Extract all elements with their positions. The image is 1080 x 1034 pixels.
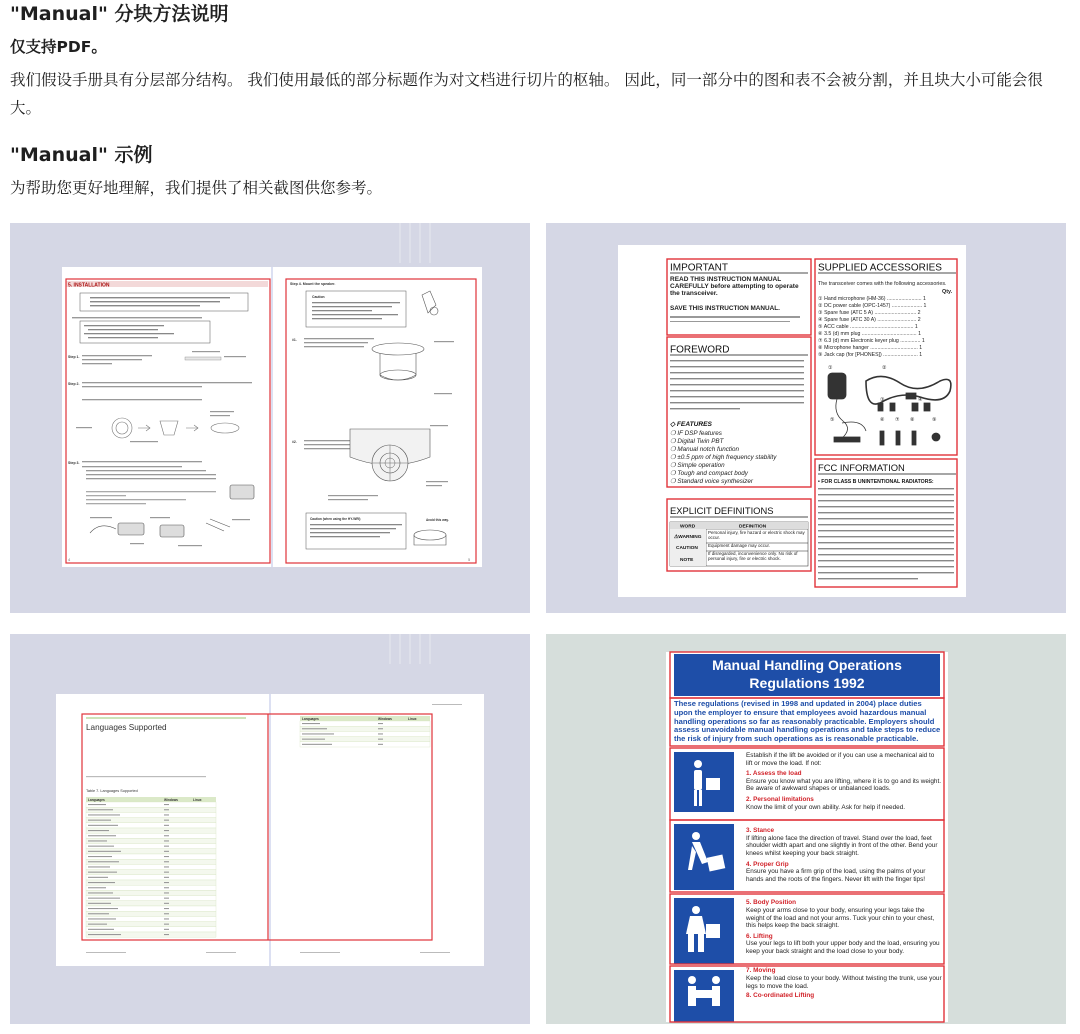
svg-text:③: ③ <box>880 397 885 403</box>
poster-lead: Establish if the lift be avoided or if you can use a mechanical aid to lift or move the load. If not: <box>746 752 935 767</box>
screenshot-icom[interactable] <box>546 223 1066 613</box>
def-text-warning: Personal injury, fire hazard or electric shock may occur. <box>708 530 805 541</box>
sub1-label: #1. <box>292 338 297 342</box>
step-text-moving: Keep the load close to your body. Without twisting the trunk, use your legs to move the load. <box>746 975 942 990</box>
lifting-pictograms <box>674 752 734 1022</box>
screenshot-languages[interactable] <box>10 634 530 1024</box>
important-save: SAVE THIS INSTRUCTION MANUAL. <box>670 304 780 312</box>
screenshot-poster[interactable] <box>546 634 1066 1024</box>
accessory-item: ① Hand microphone (HM-36) ........................ 1 <box>818 296 926 302</box>
svg-text:Languages: Languages <box>88 798 105 802</box>
right-col-lang: Languages <box>302 717 319 721</box>
step-title-moving: 7. Moving <box>746 967 776 975</box>
page-number-right: 5 <box>468 557 471 562</box>
accessory-item: ③ Spare fuse (ATC 5 A) ............................. 2 <box>818 310 921 316</box>
step-title-limits: 2. Personal limitations <box>746 795 814 803</box>
step-text-limits: Know the limit of your own ability. Ask for help if needed. <box>746 803 906 811</box>
features-heading: ◇ FEATURES <box>670 421 712 428</box>
feature-item: ❍ IF DSP features <box>670 430 722 437</box>
step-title-assess: 1. Assess the load <box>746 770 802 778</box>
feature-item: ❍ ±0.5 ppm of high frequency stability <box>670 454 777 461</box>
step3-label: Step 3. <box>68 461 80 465</box>
svg-text:Windows: Windows <box>164 798 178 802</box>
fcc-heading: FCC INFORMATION <box>818 462 905 473</box>
step4-label: Step 4. Mount the speaker. <box>290 282 336 286</box>
svg-text:⑥: ⑥ <box>880 417 885 423</box>
caution2-label: Caution (when using the HY-WRI) <box>310 517 361 521</box>
install-heading: 5. INSTALLATION <box>68 282 110 289</box>
def-col-definition: DEFINITION <box>739 524 767 530</box>
section-title-examples: "Manual" 示例 <box>10 144 153 166</box>
accessory-item: ④ Spare fuse (ATC 30 A) ........................... 2 <box>818 317 921 323</box>
def-word-warning: ⚠WARNING <box>674 535 702 540</box>
caution-label: Caution <box>312 295 325 299</box>
poster-title-line1: Manual Handling Operations <box>712 657 902 673</box>
accessory-item: ⑨ Jack cap (for [PHONES]) ........................ 1 <box>818 352 923 358</box>
def-text-caution: Equipment damage may occur. <box>708 543 771 548</box>
feature-item: ❍ Tough and compact body <box>670 470 748 477</box>
fcc-subheading: • FOR CLASS B UNINTENTIONAL RADIATORS: <box>818 479 934 485</box>
screenshot-installation[interactable] <box>10 223 530 613</box>
step-text-stance: If lifting alone face the direction of travel. Stand over the load, feet shoulder width apart and one slightly in front of the other. Bend your knees whilst keeping your back straight. <box>746 834 938 857</box>
svg-text:①: ① <box>828 365 833 371</box>
page-number-left: 4 <box>68 557 71 562</box>
step-title-stance: 3. Stance <box>746 827 775 835</box>
explicit-heading: EXPLICIT DEFINITIONS <box>670 505 774 516</box>
step-title-lifting: 6. Lifting <box>746 932 773 940</box>
svg-text:⑤: ⑤ <box>830 417 835 423</box>
svg-text:②: ② <box>882 365 887 371</box>
sub2-label: #2. <box>292 440 297 444</box>
accessory-item: ⑦ 6.3 (d) mm Electronic keyer plug .............. 1 <box>818 338 925 344</box>
svg-text:④: ④ <box>918 397 923 403</box>
step-text-body: Keep your arms close to your body, ensuring your legs take the weight of the load and not your arms. Tuck your chin to your chest, this helps keep the back straight. <box>746 906 935 930</box>
qty-label: Qty. <box>942 289 953 295</box>
important-heading: IMPORTANT <box>670 262 728 274</box>
step2-label: Step 2. <box>68 382 80 386</box>
section-title-method: "Manual" 分块方法说明 <box>10 3 229 25</box>
svg-text:⑨: ⑨ <box>932 417 937 423</box>
def-word-note: NOTE <box>680 558 694 563</box>
accessory-item: ⑧ Microphone hanger ................................. 1 <box>818 345 923 351</box>
languages-table-title: Table 7. Languages Supported <box>86 789 138 793</box>
step-text-assess: Ensure you know what you are lifting, where it is to go and its weight. Be aware of awkward shapes or unbalanced loads. <box>746 777 942 793</box>
right-col-win: Windows <box>378 717 392 721</box>
step-text-grip: Ensure you have a firm grip of the load, using the palms of your hands and the roots of the fingers. Never lift with the finger tips! <box>746 868 926 883</box>
accessory-item: ② DC power cable (OPC-1457) ..................... 1 <box>818 303 927 309</box>
feature-item: ❍ Simple operation <box>670 462 725 469</box>
step-title-grip: 4. Proper Grip <box>746 860 789 868</box>
feature-item: ❍ Manual notch function <box>670 446 740 453</box>
supplied-lead: The transceiver comes with the following accessories. <box>818 281 947 287</box>
languages-heading: Languages Supported <box>86 723 167 732</box>
supplied-heading: SUPPLIED ACCESSORIES <box>818 262 942 274</box>
svg-text:Linux: Linux <box>193 798 202 802</box>
step-title-body: 5. Body Position <box>746 899 797 907</box>
accessory-item: ⑤ ACC cable ............................................ 1 <box>818 324 918 330</box>
languages-table <box>86 797 216 937</box>
step-title-coordinated: 8. Co-ordinated Lifting <box>746 992 815 1000</box>
avoid-label: Avoid this way. <box>426 518 449 522</box>
important-lead: READ THIS INSTRUCTION MANUAL CAREFULLY before attempting to operate the transceiver. <box>670 276 799 298</box>
examples-caption: 为帮助您更好地理解，我们提供了相关截图供您参考。 <box>10 179 383 197</box>
svg-text:⑦: ⑦ <box>895 417 900 423</box>
def-col-word: WORD <box>680 524 696 530</box>
poster-intro: These regulations (revised in 1998 and updated in 2004) place duties upon the employer to ensure that employees avoid hazardous manual handling operations so far as reasonably practicable. Employers should assess unavoidable manual handling operations and take steps to reduce the risk of injury from such operations as is reasonable practicable. <box>674 700 941 744</box>
method-description: 我们假设手册具有分层部分结构。 我们使用最低的部分标题作为对文档进行切片的枢轴。 因此，同一部分中的图和表不会被分割，并且块大小可能会很大。 <box>10 71 1043 117</box>
def-word-caution: CAUTION <box>676 546 698 551</box>
def-text-note: If disregarded, inconvenience only. No risk of personal injury, fire or electric shock. <box>708 551 798 562</box>
right-col-linux: Linux <box>408 717 417 721</box>
accessory-item: ⑥ 3.5 (d) mm plug ...................................... 1 <box>818 331 921 337</box>
feature-item: ❍ Standard voice synthesizer <box>670 478 753 485</box>
poster-title-line2: Regulations 1992 <box>749 675 865 691</box>
support-note: 仅支持PDF。 <box>10 38 107 56</box>
step1-label: Step 1. <box>68 355 80 359</box>
feature-item: ❍ Digital Twin PBT <box>670 438 724 445</box>
foreword-heading: FOREWORD <box>670 344 730 356</box>
svg-text:⑧: ⑧ <box>910 417 915 423</box>
step-text-lifting: Use your legs to lift both your upper body and the load, ensuring you keep your back straight and the load close to your body. <box>746 940 940 955</box>
